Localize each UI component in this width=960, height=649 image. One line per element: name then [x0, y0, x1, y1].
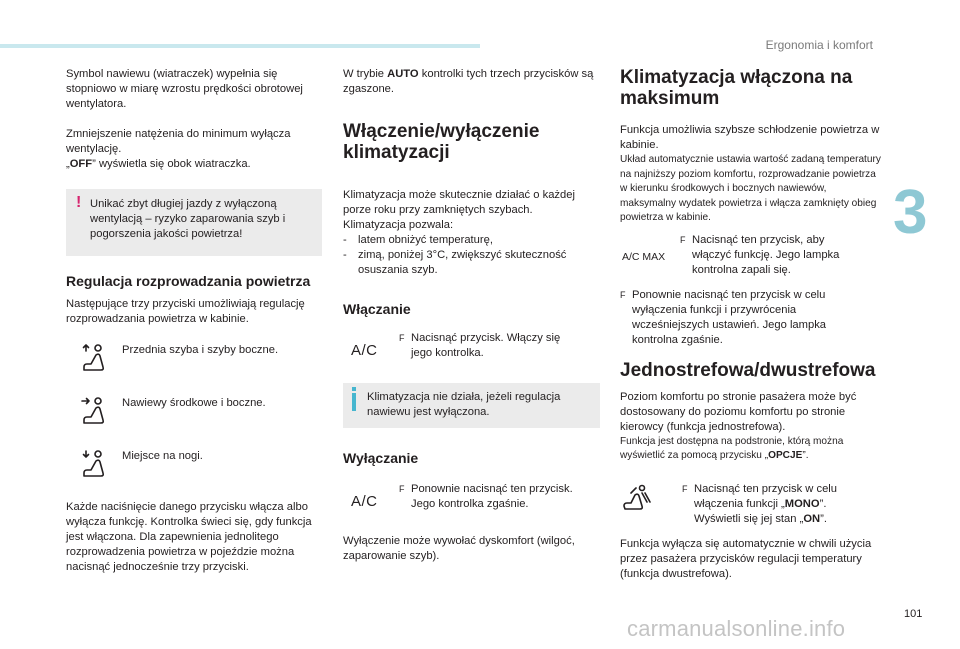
subsection-heading: Włączanie [343, 301, 411, 317]
section-heading: Klimatyzacja włączona na maksimum [620, 67, 853, 109]
header-accent-bar [0, 44, 480, 48]
info-icon [352, 393, 356, 411]
mono-seat-icon [620, 482, 682, 512]
chapter-number: 3 [893, 178, 928, 247]
ac-off-item [343, 482, 600, 512]
paragraph: Układ automatycznie ustawia wartość zadaną temperatury na najniższy poziom komfortu, rozprowadzanie powietrza w kierunku środkowych i bocznych nawiewów, maksymalny wydatek powietrza i włącza zamknięty obieg powietrza w kabinie. [620, 154, 881, 223]
list-item: - zimą, poniżej 3°C, zwiększyć skuteczność osuszania szyb. [343, 249, 567, 276]
paragraph: Następujące trzy przyciski umożliwiają regulację rozprowadzania powietrza w kabinie. [66, 298, 305, 325]
airflow-item [66, 396, 322, 449]
instruction: F Nacisnąć ten przycisk w celu włączenia funkcji „MONO”. Wyświetli się jej stan „ON”. [682, 482, 838, 525]
paragraph: Symbol nawiewu (wiatraczek) wypełnia się stopniowo w miarę wzrostu prędkości obrotowej wentylatora. [66, 68, 303, 110]
instruction: F Ponownie nacisnąć ten przycisk w celu wyłączenia funkcji i przywrócenia wcześniejszych ustawień. Jego lampka kontrolna zgaśnie. [620, 288, 827, 346]
paragraph: Wyłączenie może wywołać dyskomfort (wilgoć, zaparowanie szyb). [343, 535, 575, 562]
paragraph: Każde naciśnięcie danego przycisku włącza albo wyłącza funkcję. Kontrolka świeci się, gdy funkcja jest włączona. Dla zapewnienia jednolitego rozprowadzenia powietrza w pojeździe można nacisnąć jednocześnie trzy przyciski. [66, 501, 312, 573]
section-title: Ergonomia i komfort [765, 38, 873, 52]
airflow-item [66, 343, 322, 396]
list-item: - latem obniżyć temperaturę, [343, 234, 493, 246]
acmax-item [620, 233, 882, 278]
watermark: carmanualsonline.info [627, 616, 846, 641]
warning-icon: ! [76, 194, 82, 211]
column-3 [620, 67, 882, 582]
airflow-item-label: Przednia szyba i szyby boczne. [122, 344, 279, 356]
subsection-heading: Wyłączanie [343, 450, 419, 466]
mono-item [620, 482, 882, 527]
windscreen-airflow-icon [66, 343, 122, 373]
paragraph: Funkcja wyłącza się automatycznie w chwili użycia przez pasażera przycisków regulacji temperatury (funkcja dwustrefowa). [620, 537, 872, 580]
instruction: F Nacisnąć przycisk. Włączy się jego kontrolka. [399, 332, 561, 359]
instruction: F Nacisnąć ten przycisk, aby włączyć funkcję. Jego lampka kontrolna zapali się. [680, 233, 840, 276]
page-number: 101 [904, 608, 923, 620]
info-note [343, 383, 600, 428]
ac-icon: A/C [351, 342, 378, 359]
instruction: F Ponownie nacisnąć ten przycisk. Jego kontrolka zgaśnie. [399, 483, 573, 510]
paragraph: „OFF” wyświetla się obok wiatraczka. [66, 158, 251, 170]
paragraph: Klimatyzacja może skutecznie działać o każdej porze roku przy zamkniętych szybach. [343, 189, 575, 216]
paragraph: Poziom komfortu po stronie pasażera może być dostosowany do poziomu komfortu po stronie kierowcy (funkcja jednostrefowa). [620, 390, 857, 433]
warning-text: Unikać zbyt długiej jazdy z wyłączoną wentylacją – ryzyko zaparowania szyb i pogorszenia jakości powietrza! [90, 198, 286, 240]
section-heading: Regulacja rozprowadzania powietrza [66, 273, 311, 289]
column-1 [66, 67, 322, 575]
section-heading: Jednostrefowa/dwustrefowa [620, 359, 876, 381]
ac-on-item [343, 331, 600, 361]
paragraph: Zmniejszenie natężenia do minimum wyłącza wentylację. [66, 128, 291, 155]
paragraph: Klimatyzacja pozwala: [343, 219, 454, 231]
paragraph: Funkcja umożliwia szybsze schłodzenie powietrza w kabinie. [620, 124, 880, 151]
airflow-item [66, 449, 322, 502]
paragraph: Funkcja jest dostępna na podstronie, którą można wyświetlić za pomocą przycisku „OPCJE”. [620, 435, 844, 461]
info-text: Klimatyzacja nie działa, jeżeli regulacja nawiewu jest wyłączona. [367, 391, 561, 418]
section-heading: Włączenie/wyłączenie klimatyzacji [343, 121, 540, 163]
ac-icon: A/C [351, 493, 378, 510]
footwell-airflow-icon [66, 449, 122, 479]
column-2 [343, 67, 600, 564]
warning-note [66, 189, 322, 256]
face-vents-airflow-icon [66, 396, 122, 426]
ac-max-icon: A/C MAX [622, 250, 666, 263]
airflow-item-label: Miejsce na nogi. [122, 450, 203, 462]
airflow-item-label: Nawiewy środkowe i boczne. [122, 397, 266, 409]
paragraph: W trybie AUTO kontrolki tych trzech przycisków są zgaszone. [343, 68, 594, 95]
